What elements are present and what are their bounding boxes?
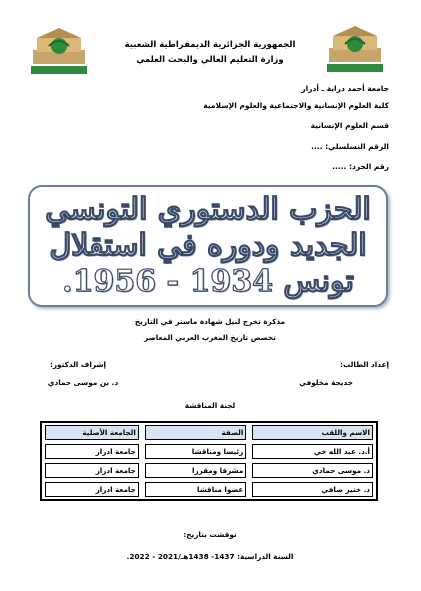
academic-year: السنة الدراسية: 1437- 1438هـ/2021 - 2022. [126, 552, 294, 561]
republic-header: الجمهورية الجزائرية الديمقراطية الشعبية [124, 40, 296, 50]
ministry-header: وزارة التعليم العالي والبحث العلمي [136, 55, 284, 65]
title-line-1: الحزب الدستوري التونسي [45, 192, 371, 227]
university-logo-right [323, 24, 387, 76]
department-name: قسم العلوم الإنسانية [310, 121, 389, 130]
member-name: أ.د. عبد الله خي [252, 444, 373, 459]
member-university: جامعة ادرار [45, 482, 139, 497]
header-name: الاسم واللقب [252, 425, 373, 440]
table-row [41, 442, 377, 461]
student-name: خديجة مخلوفي [299, 378, 353, 387]
header-university: الجامعة الأصلية [45, 425, 139, 440]
university-name: جامعة أحمد دراية ـ أدرار [301, 84, 389, 93]
supervisor-name: د. بن موسى حمادي [47, 378, 119, 387]
thesis-title-box [28, 185, 388, 307]
table-row [41, 480, 377, 500]
member-name: د. ختير صافي [252, 482, 373, 497]
supervisor-label: إشراف الدكتور: [49, 360, 107, 369]
member-role: عضوا مناقشا [145, 482, 247, 497]
table-row [41, 461, 377, 480]
serial-number: الرقم التسلسلي: .... [311, 142, 389, 151]
thesis-purpose: مذكرة تخرج لنيل شهادة ماستر في التاريخ [134, 317, 286, 326]
member-role: رئيسا ومناقشا [145, 444, 247, 459]
table-header-row [41, 422, 377, 442]
member-name: د. موسى حمادي [252, 463, 373, 478]
title-line-3: تونس 1934 - 1956. [62, 264, 354, 299]
member-university: جامعة ادرار [45, 463, 139, 478]
header-role: الصفة [145, 425, 247, 440]
thesis-specialty: تخصص تاريخ المغرب العربي المعاصر [144, 333, 276, 342]
title-line-2: الجديد ودوره في استقلال [49, 228, 367, 263]
faculty-name: كلية العلوم الإنسانية والاجتماعية والعلوم الإسلامية [203, 101, 389, 110]
member-role: مشرفا ومقررا [145, 463, 247, 478]
student-label: إعداد الطالب: [340, 360, 389, 369]
inventory-number: رقم الجرد: ..... [332, 162, 389, 171]
university-logo-left [27, 26, 91, 78]
committee-title: لجنة المناقشة [184, 401, 236, 410]
member-university: جامعة ادرار [45, 444, 139, 459]
discussion-date: نوقشت بتاريخ: [183, 530, 237, 539]
committee-table [40, 421, 378, 501]
